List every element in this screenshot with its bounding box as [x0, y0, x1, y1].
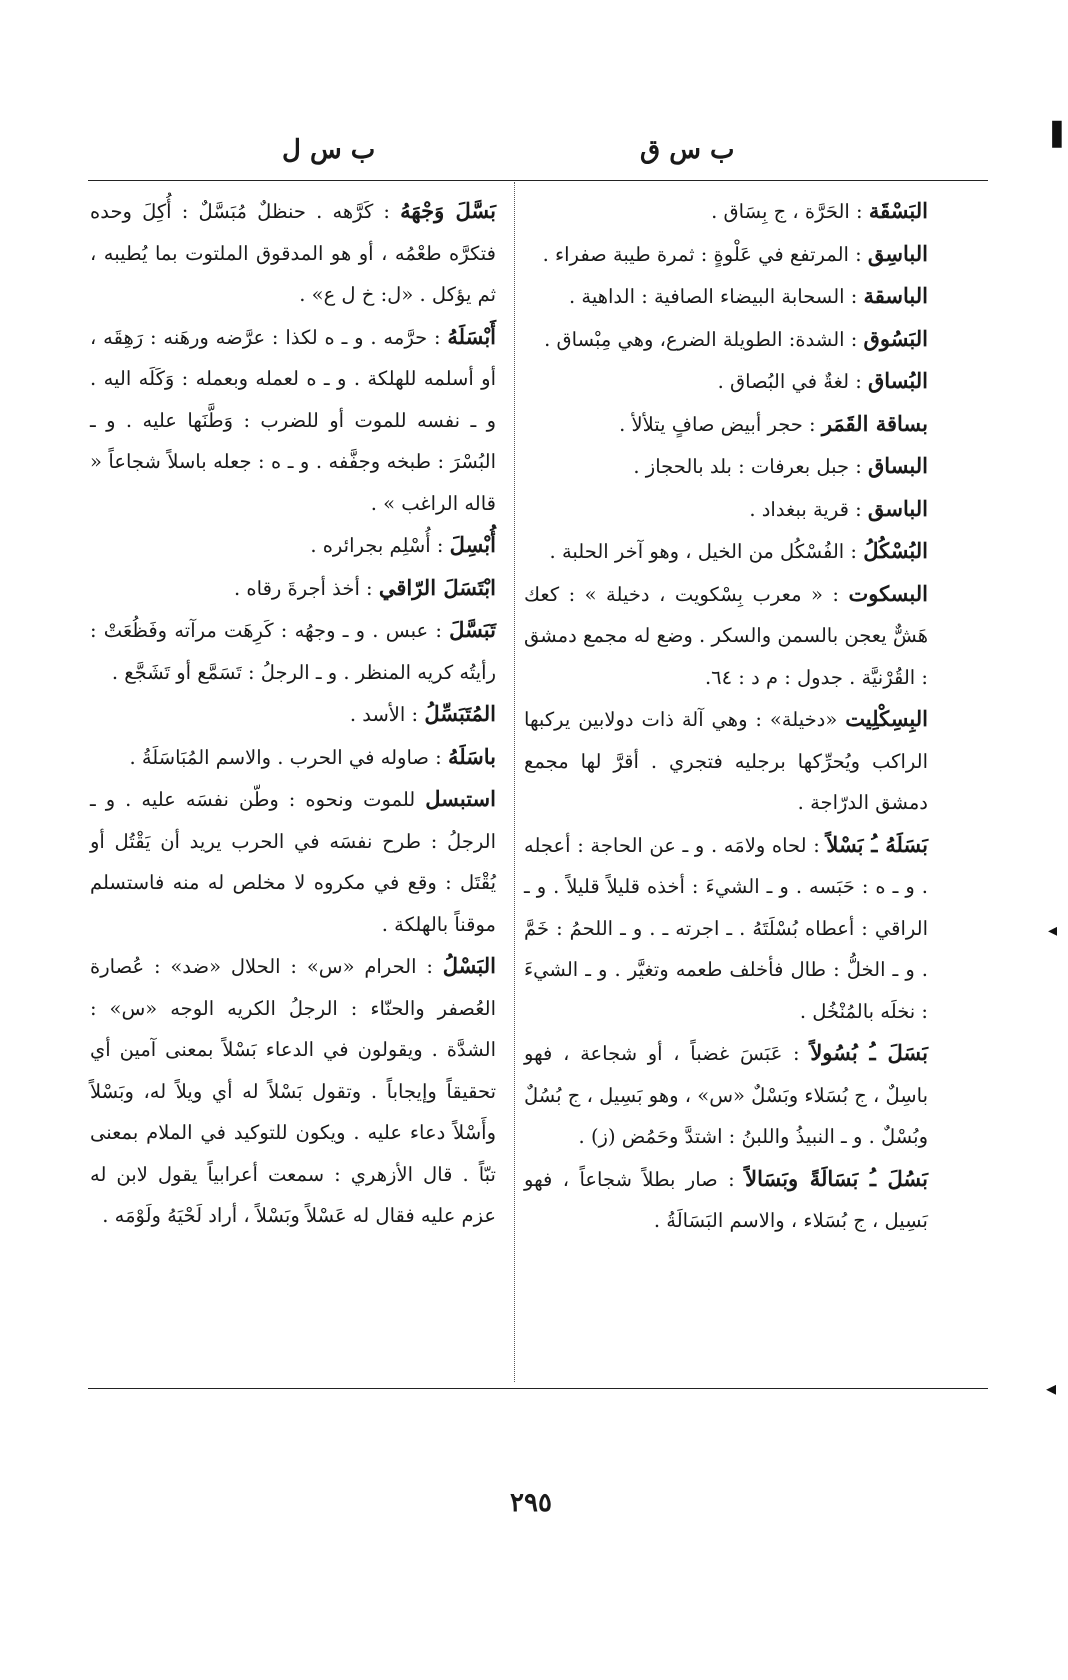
headword: أُبْسِلَ	[449, 532, 496, 557]
dictionary-entry	[90, 190, 496, 316]
definition-text: : صار بطلاً شجاعاً ، فهو بَسِيل ، ج بُسَلاء ، والاسم البَسَالَةُ .	[524, 1167, 928, 1232]
headword: البَسْلُ	[442, 953, 496, 978]
corner-mark-bottom: ◂	[1046, 1376, 1057, 1400]
header-right: ب س ق	[640, 135, 735, 165]
definition-text: «دخيلة» : وهي آلة ذات دولابين يركبها الراكب ويُحرِّكها برجليه فتجري . أقرَّ لها مجمع دمشق الدرّاجة .	[524, 708, 928, 814]
dictionary-entry	[90, 316, 496, 525]
definition-text: للموت ونحوه : وطّن نفسَه عليه . و ـ الرجلُ : طرح نفسَه في الحرب يريد أن يَقْتُل أو يُقْتَل : وقع في مكروه لا مخلص له منه فاستسلم موقناً بالهلكة .	[90, 788, 496, 936]
definition-text: : صاوله في الحرب . والاسم المُبَاسَلَةُ .	[129, 745, 448, 769]
dictionary-entry	[524, 403, 928, 446]
column-divider	[514, 182, 515, 1382]
dictionary-entry	[524, 275, 928, 318]
dictionary-entry	[524, 233, 928, 276]
dictionary-entry	[524, 318, 928, 361]
headword: باسَلَهُ	[447, 743, 496, 769]
dictionary-entry	[524, 445, 928, 488]
headword: البُساق	[868, 368, 928, 393]
headword: الباسِق	[867, 240, 928, 266]
dictionary-entry	[524, 824, 928, 1033]
headword: البِسِكْلِيت	[845, 706, 928, 731]
definition-text: : قرية ببغداد .	[749, 497, 868, 521]
headword: البَسُوق	[863, 325, 928, 351]
headword: ابْتَسَلَ الرّاقي	[378, 574, 496, 600]
definition-text: : أُسْلِم بجرائره .	[310, 534, 450, 557]
dictionary-entry	[90, 778, 496, 945]
dictionary-entry	[90, 567, 496, 610]
definition-text: : الشدة: الطويلة الضرع، وهي مِبْساق .	[544, 327, 864, 351]
dictionary-entry	[90, 609, 496, 693]
headword: تَبَسَّلَ	[449, 617, 496, 642]
dictionary-entry	[524, 488, 928, 531]
definition-text: : لغةٌ في البُصاق .	[717, 370, 868, 393]
headword: استبسل	[425, 786, 496, 811]
definition-text: : عبس . و ـ وجهُه : كَرِهَت مرآته وفَظُعَتْ : رأيتُه كريه المنظر . و ـ الرجلُ : تَسَمَّع أو تَشَجَّع .	[90, 619, 496, 684]
definition-text: : الأسد .	[349, 703, 425, 726]
definition-text: : لحاه ولامَه . و ـ عن الحاجة : أعجله . و ـ ه : حَبَسه . و ـ الشيءَ : أخذه قليلاً قليلاً . و ـ الراقي : أعطاه بُسْلَتَهُ . ـ اجرته ـ . و ـ اللحمُ : خَمَّ . و ـ الخلُّ : طال فأخلف طعمه وتغيَّر . و ـ الشيءَ : نخلَه بالمُنْخُل .	[524, 833, 928, 1023]
dictionary-entry	[90, 736, 496, 779]
corner-mark-middle: ◂	[1048, 920, 1058, 941]
headword: بَسَلَهُ ـُ بَسْلاً	[826, 831, 928, 857]
definition-text: : كَرَّهه . حنظلٌ مُبَسَّلٌ : أُكِلَ وحده فتكرَّه طعْمُه ، أو هو المدقوق الملتوت بما يُطيبه ، ثم يؤكل . «ل: خ ل ع» .	[90, 200, 496, 306]
headword: أَبْسَلَهُ	[447, 323, 496, 349]
headword: المُتَبَسِّلُ	[424, 701, 496, 726]
corner-mark-top: ❚	[1046, 118, 1068, 148]
headword: البَسْقَة	[868, 198, 928, 223]
dictionary-entry	[524, 698, 928, 824]
page-number: ٢٩٥	[510, 1488, 552, 1518]
definition-text: : السحابة البيضاء الصافية : الداهية .	[568, 285, 864, 308]
headword: بَسَّلَ وَجْهَهُ	[400, 198, 496, 223]
definition-text: : « معرب بِسْكويت ، دخيلة » : كعك هَشٌّ يعجن بالسمن والسكر . وضع له مجمع دمشق : القُرْنيَّة . جدول : م د : ٦٤.	[524, 582, 928, 689]
dictionary-entry	[90, 524, 496, 567]
headword: بساقة القَمَر	[821, 410, 928, 436]
definition-text: : حرَّمه . و ـ ه لكذا : عرَّضه ورهَنه : رَهِقَه ، أو أسلمه للهلكة . و ـ ه لعمله وبعمله : وَكَلَه اليه . و ـ نفسه للموت أو للضرب : وَطَّنَها عليه . و ـ البُسْرَ : طبخه وجفَّفه . و ـ ه : جعله باسلاً شجاعاً « قاله الراغب » .	[90, 325, 496, 515]
dictionary-entry	[524, 1158, 928, 1242]
headword: البُسْكُلُ	[863, 538, 928, 563]
headword: الباسقة	[863, 283, 928, 308]
headword: البسكوت	[848, 580, 928, 606]
dictionary-entry	[524, 360, 928, 403]
headword: بَسَلَ ـُ بُسُولاً	[810, 1040, 928, 1065]
right-column	[524, 190, 928, 1460]
definition-text: : جبل بعرفات : بلد بالحجاز .	[633, 455, 868, 478]
headword: بَسُلَ ـُ بَسَالَةً وبَسَالاً	[745, 1165, 929, 1191]
dictionary-entry	[524, 1032, 928, 1158]
definition-text: : عَبَسَ غضباً ، أو شجاعة ، فهو باسِلٌ ، ج بُسَلاء وبَسْلٌ «س» ، وهو بَسِيل ، ج بُسُلٌ وبُسْلٌ . و ـ النبيذُ واللبنُ : اشتدَّ وحَمُض (ز) .	[524, 1042, 928, 1148]
dictionary-entry	[90, 945, 496, 1237]
definition-text: : الحَرَّة ، ج بِسَاق .	[711, 200, 869, 223]
definition-text: : الحرام «س» : الحلال «ضد» : عُصارة العُصفر والحنّاء : الرجلُ الكريه الوجه «س» : الشدَّة . ويقولون في الدعاء بَسْلاً بمعنى آمين أي تحقيقاً وإيجاباً . وتقول بَسْلاً له أي ويلاً له، وبَسْلاً وأَسْلاً دعاء عليه . ويكون للتوكيد في الملام بمعنى تبّاً . قال الأزهري : سمعت أعرابياً يقول لابن له عزم عليه فقال له عَسْلاً وبَسْلاً ، أراد لَحْيَهُ ولَوْمَه .	[90, 955, 496, 1227]
dictionary-entry	[524, 530, 928, 573]
headword: البساق	[868, 453, 928, 478]
definition-text: : الفُسْكُل من الخيل ، وهو آخر الحلبة .	[549, 540, 864, 563]
definition-text: : أخذ أجرةَ رقاه .	[234, 576, 379, 600]
left-column	[90, 190, 496, 1460]
dictionary-entry	[524, 190, 928, 233]
definition-text: : حجر أبيض صافٍ يتلألأ .	[619, 412, 822, 436]
headword: الباسق	[867, 495, 928, 521]
header-left: ب س ل	[282, 135, 376, 165]
top-rule	[88, 180, 988, 181]
dictionary-entry	[524, 573, 928, 699]
definition-text: : المرتفع في عَلْوةٍ : ثمرة طيبة صفراء .	[542, 242, 868, 266]
dictionary-entry	[90, 693, 496, 736]
